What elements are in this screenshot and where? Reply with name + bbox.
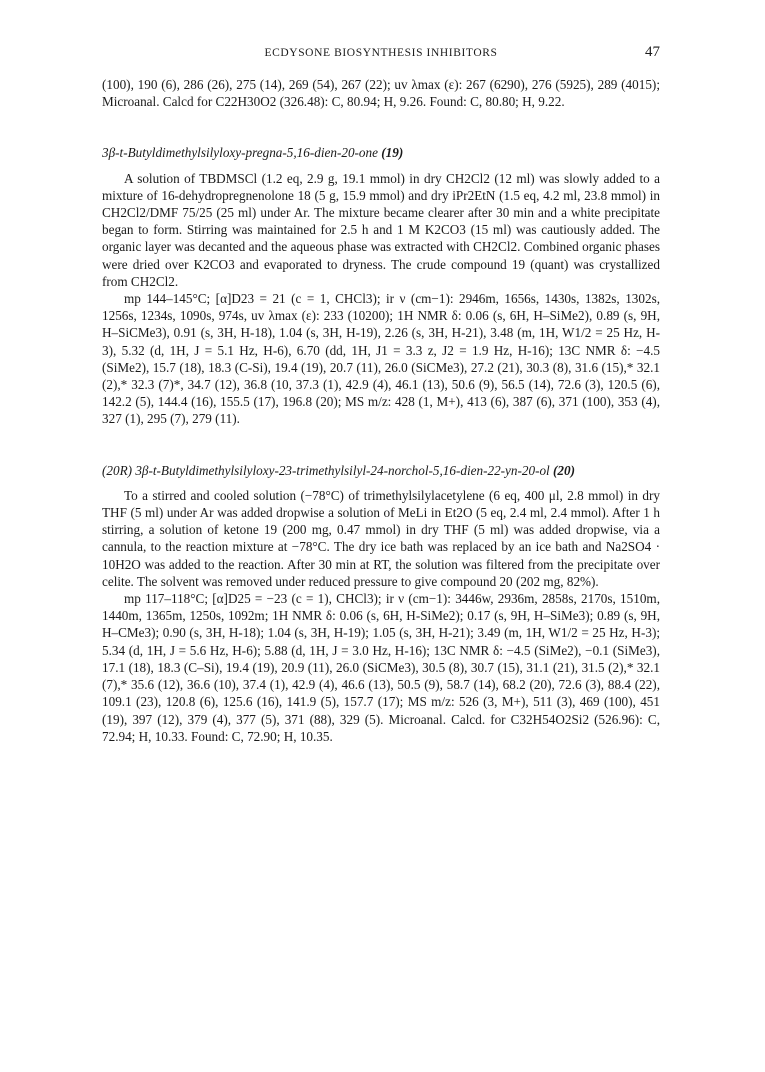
section-heading-19 bbox=[102, 144, 660, 161]
characterization-paragraph-19: mp 144–145°C; [α]D23 = 21 (c = 1, CHCl3); ir ν (cm−1): 2946m, 1656s, 1430s, 1382s, 1302s, 1256s, 1234s, 1090s, 974s, uv λmax (ε): 233 (10200); 1H NMR δ: 0.06 (s, 6H, H–SiMe2), 0.89 (s, 9H, H–SiCMe3), 0.91 (s, 3H, H-18), 1.04 (s, 3H, H-19), 2.26 (s, 3H, H-21), 3.48 (m, 1H, W1/2 = 25 Hz, H-3), 5.32 (d, 1H, J = 5.1 Hz, H-6), 6.70 (dd, 1H, J1 = 3.3 z, J2 = 1.9 Hz, H-16); 13C NMR δ: −4.5 (SiMe2), 15.7 (18), 18.3 (C-Si), 19.4 (19), 20.7 (11), 26.0 (SiCMe3), 27.2 (21), 30.3 (8), 31.6 (15),* 32.1 (2),* 32.3 (7)*, 34.7 (12), 36.8 (10, 37.3 (1), 42.9 (4), 46.1 (13), 50.6 (9), 56.5 (14), 72.6 (3), 120.5 (6), 142.2 (5), 144.4 (16), 155.5 (17), 196.8 (20); MS m/z: 428 (1, M+), 413 (6), 387 (6), 371 (100), 353 (4), 327 (1), 295 (7), 279 (11). bbox=[102, 291, 660, 427]
section-gap bbox=[102, 428, 660, 445]
heading-compound-20: (20) bbox=[553, 462, 576, 478]
characterization-paragraph-20: mp 117–118°C; [α]D25 = −23 (c = 1), CHCl3); ir ν (cm−1): 3446w, 2936m, 2858s, 2170s, 1510m, 1440m, 1365m, 1250s, 1092m; 1H NMR δ: 0.06 (s, 6H, H-SiMe2); 0.17 (s, 9H, H–SiMe3); 0.89 (s, 9H, H–CMe3); 0.90 (s, 3H, H-18); 1.04 (s, 3H, H-19); 1.05 (s, 3H, H-21); 3.49 (m, 1H, W1/2 = 25 Hz, H-3); 5.34 (d, 1H, J = 5.6 Hz, H-6); 5.88 (d, 1H, J = 3.0 Hz, H-16); 13C NMR δ: −4.5 (SiMe2), −0.1 (SiMe3), 17.1 (18), 18.3 (C–Si), 19.4 (19), 20.9 (11), 26.0 (SiCMe3), 30.5 (8), 30.7 (15), 31.1 (21), 31.5 (2),* 32.1 (7),* 35.6 (12), 36.6 (10), 37.4 (1), 42.9 (4), 46.6 (13), 50.5 (9), 58.7 (14), 68.2 (20), 72.6 (3), 88.4 (22), 109.1 (23), 120.8 (6), 125.6 (16), 141.9 (5), 157.7 (17); MS m/z: 526 (3, M+), 511 (3), 469 (100), 451 (19), 397 (12), 379 (4), 377 (5), 371 (88), 329 (5). Microanal. Calcd. for C32H54O2Si2 (526.96): C, 72.94; H, 10.33. Found: C, 72.90; H, 10.35. bbox=[102, 591, 660, 744]
heading-compound-19: (19) bbox=[381, 145, 404, 161]
heading-text-20: (20R) 3β-t-Butyldimethylsilyloxy-23-trimethylsilyl-24-norchol-5,16-dien-22-yn-20-ol bbox=[102, 462, 550, 478]
intro-paragraph: (100), 190 (6), 286 (26), 275 (14), 269 (54), 267 (22); uv λmax (ε): 267 (6290), 276 (5925), 289 (4015); Microanal. Calcd for C22H30O2 (326.48): C, 80.94; H, 9.26. Found: C, 80.80; H, 9.22. bbox=[102, 77, 660, 110]
section-heading-20 bbox=[102, 462, 660, 479]
section-gap bbox=[102, 110, 660, 127]
page-header bbox=[102, 44, 660, 64]
procedure-paragraph-20: To a stirred and cooled solution (−78°C) of trimethylsilylacetylene (6 eq, 400 μl, 2.8 mmol) in dry THF (5 ml) under Ar was added dropwise a solution of MeLi in Et2O (5 eq, 2.4 ml, 2.4 mmol). After 1 h stirring, a solution of ketone 19 (200 mg, 0.47 mmol) in dry THF (5 ml) was added dropwise, via a cannula, to the reaction mixture at −78°C. The dry ice bath was replaced by an ice bath and Na2SO4 · 10H2O was added to the reaction. After 30 min at RT, the solution was filtered from the precipitate over celite. The solvent was removed under reduced pressure to give compound 20 (202 mg, 82%). bbox=[102, 487, 660, 589]
page-number: 47 bbox=[645, 44, 660, 60]
page-body bbox=[102, 76, 660, 745]
heading-text-19: 3β-t-Butyldimethylsilyloxy-pregna-5,16-dien-20-one bbox=[102, 145, 378, 161]
running-title: ECDYSONE BIOSYNTHESIS INHIBITORS bbox=[264, 47, 498, 59]
procedure-paragraph-19: A solution of TBDMSCl (1.2 eq, 2.9 g, 19.1 mmol) in dry CH2Cl2 (12 ml) was slowly added to a mixture of 16-dehydropregnenolone 18 (5 g, 15.9 mmol) and dry iPr2EtN (1.5 eq, 4.2 ml, 23.8 mmol) in CH2Cl2/DMF 75/25 (25 ml) under Ar. The mixture became clearer after 30 min and a white precipitate began to form. Stirring was maintained for 2.5 h and 1 M K2CO3 (15 ml) was cautiously added. The organic layer was decanted and the aqueous phase was extracted with CH2Cl2. Combined organic phases were dried over K2CO3 and evaporated to dryness. The crude compound 19 (quant) was crystallized from CH2Cl2. bbox=[102, 170, 660, 289]
